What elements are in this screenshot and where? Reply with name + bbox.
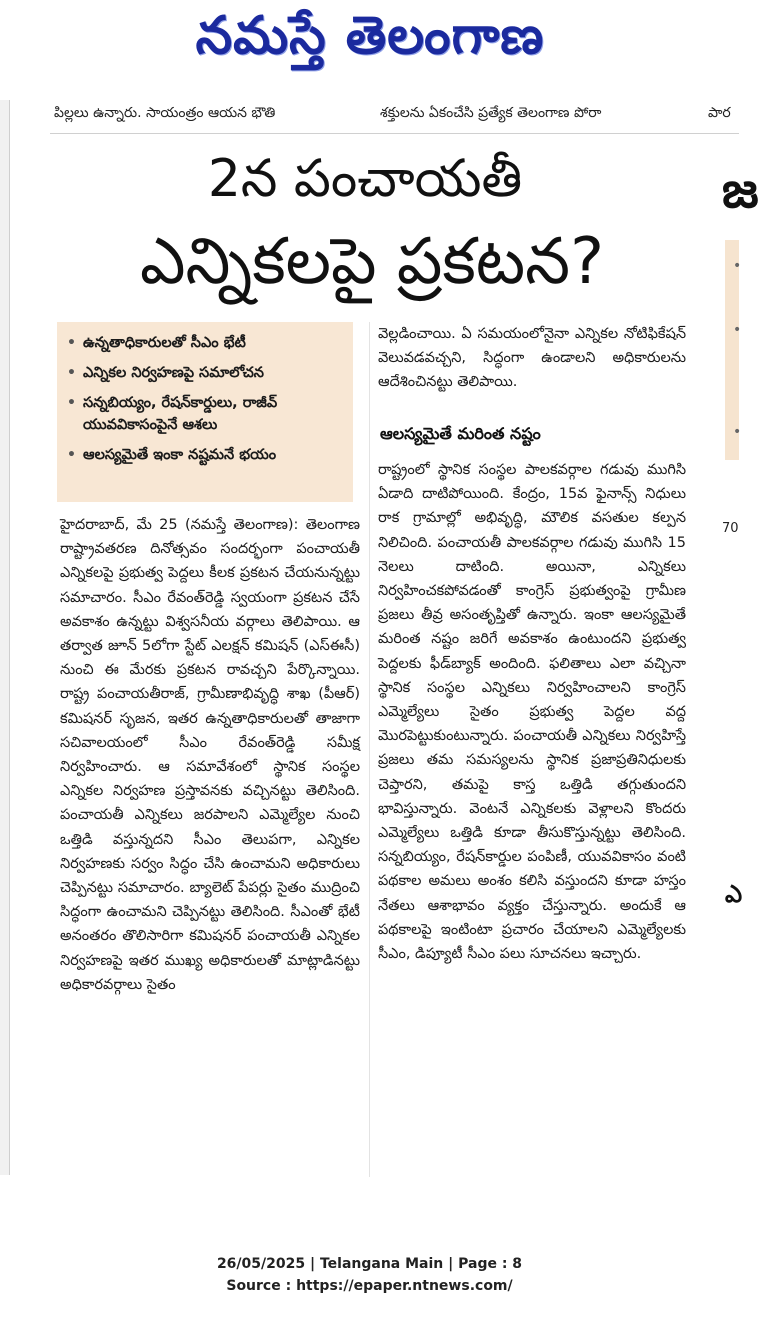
bullet-icon: • xyxy=(733,258,742,274)
article-column-2-body: రాష్ట్రంలో స్థానిక సంస్థల పాలకవర్గాల గడువు ముగిసి ఏడాది దాటిపోయింది. కేంద్రం, 15వ ఫైనాన్స్ నిధులు రాక గ్రామాల్లో అభివృద్ధి, మౌలిక వసతుల కల్పన నిలిచింది. పంచాయతీ పాలకవర్గాల గడువు ముగిసి 15 నెలలు దాటింది. అయినా, ఎన్నికలు నిర్వహించకపోవడంతో కాంగ్రెస్ ప్రభుత్వంపై గ్రామీణ ప్రజలు తీవ్ర అసంతృప్తితో ఉన్నారు. ఇంకా ఆలస్యమైతే మరింత నష్టం జరిగే అవకాశం ఉంటుందని ప్రభుత్వ పెద్దలకు ఫీడ్‌బ్యాక్ అందింది. ఫలితాలు ఎలా వచ్చినా స్థానిక సంస్థల ఎన్నికలు నిర్వహించాలని కాంగ్రెస్ ఎమ్మెల్యేలు సైతం ప్రభుత్వ పెద్దల వద్ద మొరపెట్టుకుంటున్నారు. పంచాయతీ ఎన్నికలు నిర్వహిస్తే ప్రజలు తమ సమస్యలను స్థానిక ప్రజాప్రతినిధులకు చెప్తారని, తమపై కాస్త ఒత్తిడి తగ్గుతుందని భావిస్తున్నారు. వెంటనే ఎన్నికలకు వెళ్లాలని కొందరు ఎమ్మెల్యేలు ఒత్తిడి కూడా తీసుకొస్తున్నట్టు తెలిసింది. సన్నబియ్యం, రేషన్‌కార్డుల పంపిణీ, యువవికాసం వంటి పథకాల అమలు అంశం కలిసి వస్తుందని కూడా హస్తం నేతలు ఆశాభావం వ్యక్తం చేస్తున్నారు. అందుకే ఆ పథకాలపై ఇంటింటా ప్రచారం చేయాలని ఎమ్మెల్యేలకు సీఎం, డిప్యూటీ సీఎం పలు సూచనలు ఇచ్చారు. xyxy=(378,462,686,963)
ticker-divider xyxy=(50,133,739,134)
ticker-fragment-right: పార xyxy=(708,105,731,121)
article-column-1: హైదరాబాద్, మే 25 (నమస్తే తెలంగాణ): తెలంగాణ రాష్ట్రావతరణ దినోత్సవం సందర్భంగా పంచాయతీ ఎన్నికలపై ప్రభుత్వ పెద్దలు కీలక ప్రకటన చేయనున్నట్టు సమాచారం. సీఎం రేవంత్‌రెడ్డి స్వయంగా ప్రకటన చేసే అవకాశం ఉన్నట్టు విశ్వసనీయ వర్గాలు తెలిపాయి. ఆ తర్వాత జూన్ 5లోగా స్టేట్ ఎలక్షన్ కమిషన్ (ఎస్ఈసీ) నుంచి ఈ మేరకు ప్రకటన రావచ్చని పేర్కొన్నాయి. రాష్ట్ర పంచాయతీరాజ్, గ్రామీణాభివృద్ధి శాఖ (పీఆర్) కమిషనర్ సృజన, ఇతర ఉన్నతాధికారులతో తాజాగా సచివాలయంలో సీఎం రేవంత్‌రెడ్డి సమీక్ష నిర్వహించారు. ఆ సమావేశంలో స్థానిక సంస్థల ఎన్నికల నిర్వహణ ప్రస్తావనకు వచ్చినట్టు తెలిసింది. పంచాయతీ ఎన్నికలు జరపాలని ఎమ్మెల్యేల నుంచి ఒత్తిడి వస్తున్నదని సీఎం తెలుపగా, ఎన్నికల నిర్వహణకు సర్వం సిద్ధం చేసి ఉంచామని అధికారులు చెప్పినట్టు సమాచారం. బ్యాలెట్ పేపర్లు సైతం ముద్రించి సిద్ధంగా ఉంచామని చెప్పినట్టు తెలిసింది. సీఎంతో భేటీ అనంతరం తొలిసారిగా కమిషనర్ పంచాయతీ ఎన్నికల నిర్వహణపై ఇతర ముఖ్య అధికారులతో మాట్లాడినట్టు అధికారవర్గాలు సైతం xyxy=(60,517,360,993)
adjacent-article-headline-fragment: జ xyxy=(722,161,759,219)
masthead xyxy=(0,0,739,86)
bullet-icon: • xyxy=(733,424,742,440)
left-page-edge xyxy=(0,100,10,1175)
highlight-item: • ఉన్నతాధికారులతో సీఎం భేటీ xyxy=(65,332,345,354)
adjacent-number-fragment: 70 xyxy=(722,521,739,536)
headline-line-1: 2న పంచాయతీ xyxy=(207,149,523,209)
article-column-2-top: వెల్లడించాయి. ఏ సమయంలోనైనా ఎన్నికల నోటిఫికేషన్ వెలువడవచ్చని, సిద్ధంగా ఉండాలని అధికారులను ఆదేశించినట్టు తెలిపాయి. xyxy=(378,326,686,391)
bullet-icon: • xyxy=(67,335,76,351)
bullet-icon: • xyxy=(733,322,742,338)
ticker-fragment-middle: శక్తులను ఏకంచేసి ప్రత్యేక తెలంగాణ పోరా xyxy=(380,105,602,121)
bullet-icon: • xyxy=(67,365,76,381)
footer-source: Source : https://epaper.ntnews.com/ xyxy=(226,1278,513,1294)
bullet-icon: • xyxy=(67,395,76,411)
highlight-item: • ఆలస్యమైతే ఇంకా నష్టమనే భయం xyxy=(65,444,345,466)
ticker-fragment-left: పిల్లలు ఉన్నారు. సాయంత్రం ఆయన భౌతి xyxy=(54,105,276,121)
bullet-icon: • xyxy=(67,447,76,463)
highlight-item: • సన్నబియ్యం, రేషన్‌కార్డులు, రాజీవ్ యువవికాసంపైనే ఆశలు xyxy=(65,392,345,436)
highlight-item: • ఎన్నికల నిర్వహణపై సమాలోచన xyxy=(65,362,345,384)
article-subheading: ఆలస్యమైతే మరింత నష్టం xyxy=(380,424,541,443)
highlights-box xyxy=(57,322,353,502)
newspaper-logo: నమస్తే తెలంగాణ xyxy=(195,5,545,66)
headline-line-2: ఎన్నికలపై ప్రకటన? xyxy=(139,225,605,299)
column-divider xyxy=(369,322,370,1177)
adjacent-article-text-fragment xyxy=(722,488,743,1178)
footer-date-edition: 26/05/2025 | Telangana Main | Page : 8 xyxy=(216,1256,523,1272)
adjacent-subhead-fragment: ఎ xyxy=(725,880,743,908)
